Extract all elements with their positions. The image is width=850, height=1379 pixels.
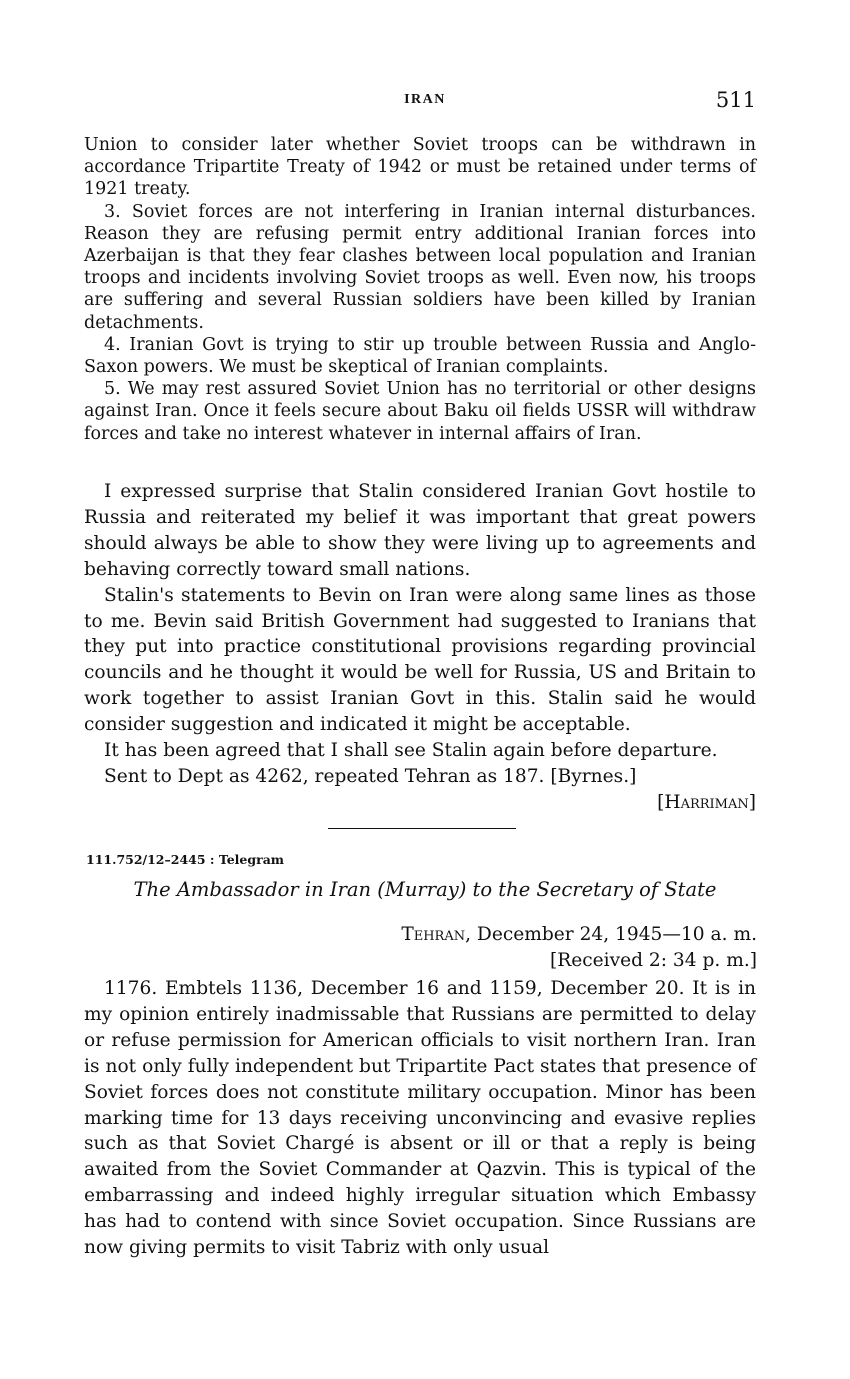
paragraph: Sent to Dept as 4262, repeated Tehran as 187. [Byrnes.]	[104, 765, 637, 787]
dateline-received: [Received 2: 34 p. m.]	[549, 949, 757, 971]
page-header	[0, 88, 850, 118]
paragraph: 1176. Embtels 1136, December 16 and 1159, December 20. It is in my opinion entirely inadmissable that Russians are permitted to delay or refuse permission for American officials to visit northern Iran. Iran is not only fully independent but Tripartite Pact states that presence of Soviet forces does not constitute military occupation. Minor has been marking time for 13 days receiving unconvincing and evasive replies such as that Soviet Chargé is absent or ill or that a reply is being awaited from the Soviet Commander at Qazvin. This is typical of the embarrassing and indeed highly irregular situation which Embassy has had to contend with since Soviet occupation. Since Russians are now giving permits to visit Tabriz with only usual	[84, 978, 756, 1259]
telegram-body	[84, 976, 756, 1261]
dateline-date: , December 24, 1945—10 a. m.	[465, 924, 757, 945]
dateline-sent	[401, 922, 757, 948]
paragraph: Stalin's statements to Bevin on Iran were along same lines as those to me. Bevin said British Government had suggested to Iranians that they put into practice constitutional provisions regarding provincial councils and he thought it would be well for Russia, US and Britain to work together to assist Iranian Govt in this. Stalin said he would consider suggestion and indicated it might be acceptable.	[84, 584, 756, 736]
document-title: The Ambassador in Iran (Murray) to the Secretary of State	[133, 878, 717, 901]
paragraph: 4. Iranian Govt is trying to stir up trouble between Russia and Anglo-Saxon powers. We must be skeptical of Iranian complaints.	[84, 334, 756, 378]
paragraph: Union to consider later whether Soviet troops can be withdrawn in accordance Tripartite Treaty of 1942 or must be retained under terms of 1921 treaty.	[84, 135, 756, 200]
running-head: IRAN	[404, 92, 446, 107]
report-body	[84, 479, 756, 816]
section-divider	[328, 828, 516, 829]
dateline-place: Tehran	[401, 924, 466, 945]
paragraph: I expressed surprise that Stalin considered Iranian Govt hostile to Russia and reiterated my belief it was important that great powers should always be able to show they were living up to agreements and behaving correctly toward small nations.	[84, 481, 756, 580]
paragraph: 3. Soviet forces are not interfering in Iranian internal disturbances. Reason they are refusing permit entry additional Iranian forces into Azerbaijan is that they fear clashes between local population and Iranian troops and incidents involving Soviet troops as well. Even now, his troops are suffering and several Russian soldiers have been killed by Iranian detachments.	[84, 201, 756, 333]
signature: [Harriman]	[657, 791, 756, 813]
page-number: 511	[715, 88, 756, 112]
paragraph: 5. We may rest assured Soviet Union has no territorial or other designs against Iran. Once it feels secure about Baku oil fields USSR will withdraw forces and take no interest whatever in internal affairs of Iran.	[84, 379, 756, 444]
dateline	[401, 922, 757, 974]
paragraph: It has been agreed that I shall see Stalin again before departure.	[104, 740, 718, 762]
file-reference: 111.752/12–2445 : Telegram	[86, 852, 285, 867]
telegram-continuation	[84, 134, 756, 445]
